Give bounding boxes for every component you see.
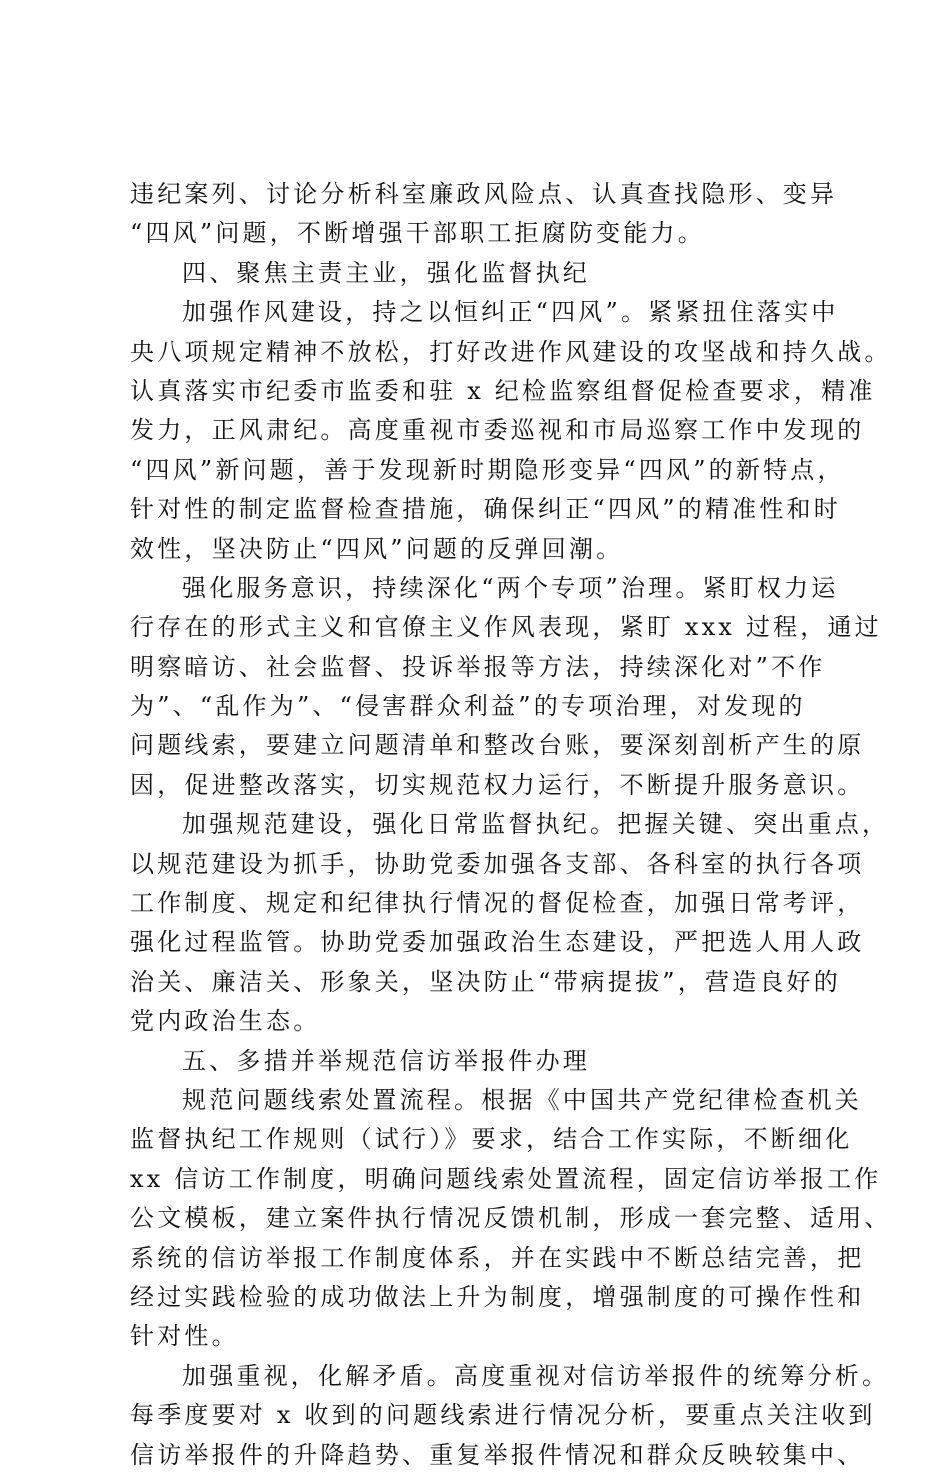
text-line: 问题线索，要建立问题清单和整改台账，要深刻剖析产生的原 [130,731,865,760]
paragraph-start: 加强规范建设，强化日常监督执纪。把握关键、突出重点， [182,810,890,839]
text-line: “四风”问题，不断增强干部职工拒腐防变能力。 [130,219,705,248]
section-heading: 四、聚焦主责主业，强化监督执纪 [182,258,590,287]
document-body [130,175,892,1475]
paragraph-start: 加强重视，化解矛盾。高度重视对信访举报件的统筹分析。 [182,1361,890,1390]
text-line: 认真落实市纪委市监委和驻 x 纪检监察组督促检查要求，精准 [130,376,876,405]
text-line: 强化过程监管。协助党委加强政治生态建设，严把选人用人政 [130,928,865,957]
text-line: 每季度要对 x 收到的问题线索进行情况分析，要重点关注收到 [130,1401,876,1430]
paragraph-start: 强化服务意识，持续深化“两个专项”治理。紧盯权力运 [182,573,839,602]
text-line: 行存在的形式主义和官僚主义作风表现，紧盯 xxx 过程，通过 [130,613,882,642]
text-line: 效性，坚决防止“四风”问题的反弹回潮。 [130,534,624,563]
text-line: 针对性的制定监督检查措施，确保纠正“四风”的精准性和时 [130,495,841,524]
text-line: 发力，正风肃纪。高度重视市委巡视和市局巡察工作中发现的 [130,416,865,445]
text-line: 公文模板，建立案件执行情况反馈机制，形成一套完整、适用、 [130,1204,892,1233]
text-line: 因，促进整改落实，切实规范权力运行，不断提升服务意识。 [130,770,865,799]
paragraph-start: 加强作风建设，持之以恒纠正“四风”。紧紧扭住落实中 [182,298,839,327]
text-line: “四风”新问题，善于发现新时期隐形变异“四风”的新特点， [130,455,845,484]
text-line: 针对性。 [130,1322,239,1351]
section-heading: 五、多措并举规范信访举报件办理 [182,1046,590,1075]
text-line: 系统的信访举报工作制度体系，并在实践中不断总结完善，把 [130,1243,865,1272]
text-line: 监督执纪工作规则（试行）》要求，结合工作实际，不断细化 [130,1125,853,1154]
text-line: xx 信访工作制度，明确问题线索处置流程，固定信访举报工作 [130,1164,882,1193]
paragraph-start: 规范问题线索处置流程。根据《中国共产党纪律检查机关 [182,1085,862,1114]
text-line: 违纪案列、讨论分析科室廉政风险点、认真查找隐形、变异 [130,180,838,208]
text-line: 治关、廉洁关、形象关，坚决防止“带病提拔”，营造良好的 [130,967,841,996]
text-line: 为”、“乱作为”、“侵害群众利益”的专项治理，对发现的 [130,692,806,721]
text-line: 以规范建设为抓手，协助党委加强各支部、各科室的执行各项 [130,849,865,878]
text-line: 工作制度、规定和纪律执行情况的督促检查，加强日常考评， [130,889,865,918]
text-line: 经过实践检验的成功做法上升为制度，增强制度的可操作性和 [130,1282,865,1311]
text-line: 党内政治生态。 [130,1007,321,1036]
text-line: 信访举报件的升降趋势、重复举报件情况和群众反映较集中、 [130,1440,865,1469]
text-line: 明察暗访、社会监督、投诉举报等方法，持续深化对”不作 [130,652,826,681]
text-line: 央八项规定精神不放松，打好改进作风建设的攻坚战和持久战。 [130,337,892,366]
